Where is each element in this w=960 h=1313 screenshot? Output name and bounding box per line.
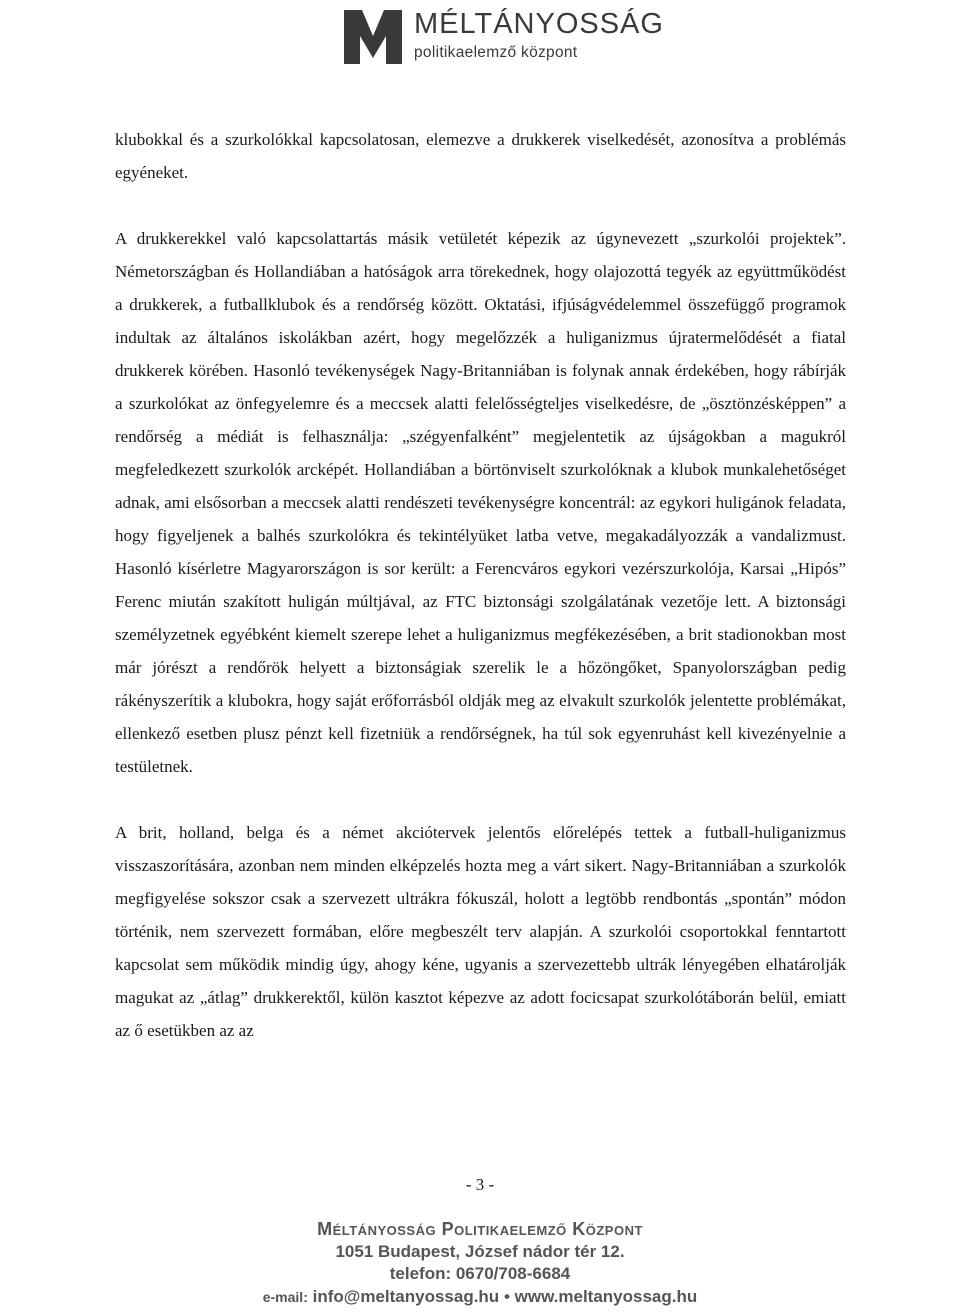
- paragraph-3: A brit, holland, belga és a német akciótervek jelentős előrelépés tettek a futball-huliganizmus visszaszorítására, azonban nem minden elképzelés hozta meg a várt sikert. Nagy-Britanniában a szurkolók megfigyelése sokszor csak a szervezett ultrákra fókuszál, holott a legtöbb rendbontás „spontán” módon történik, nem szervezett formában, előre megbeszélt terv alapján. A szurkolói csoportokkal fenntartott kapcsolat sem működik mindig úgy, ahogy kéne, ugyanis a szervezettebb ultrák lényegében elhatárolják magukat az „átlag” drukkerektől, külön kasztot képezve az adott focicsapat szurkolótáborán belül, emiatt az ő esetükben az az: [115, 823, 846, 1040]
- footer-email-label: e-mail:: [262, 1289, 308, 1305]
- footer-contact: [0, 1285, 960, 1309]
- meltanyossag-logo-icon: [344, 6, 402, 64]
- footer-separator: •: [503, 1287, 510, 1306]
- logo-name: MÉLTÁNYOSSÁG: [414, 7, 664, 40]
- page-number: - 3 -: [465, 1175, 495, 1194]
- header-logo: [344, 4, 664, 66]
- document-body: [115, 123, 846, 1047]
- footer-address: 1051 Budapest, József nádor tér 12.: [335, 1242, 625, 1261]
- footer-website: www.meltanyossag.hu: [514, 1287, 698, 1306]
- footer-phone: telefon: 0670/708-6684: [389, 1264, 571, 1283]
- footer: [0, 1217, 960, 1309]
- logo-subtitle: politikaelemző központ: [414, 43, 578, 61]
- paragraph-1: klubokkal és a szurkolókkal kapcsolatosan, elemezve a drukkerek viselkedését, azonosítva a problémás egyéneket.: [115, 130, 846, 182]
- logo-text: [414, 7, 664, 61]
- footer-email: info@meltanyossag.hu: [312, 1287, 500, 1306]
- footer-organization: Méltányosság Politikaelemző Központ: [317, 1219, 643, 1239]
- paragraph-2: A drukkerekkel való kapcsolattartás másik vetületét képezik az úgynevezett „szurkolói projektek”. Németországban és Hollandiában a hatóságok arra törekednek, hogy olajozottá tegyék az együttműködést a drukkerek, a futballklubok és a rendőrség között. Oktatási, ifjúságvédelemmel összefüggő programok indultak az általános iskolákban azért, hogy megelőzzék a huliganizmus újratermelődését a fiatal drukkerek körében. Hasonló tevékenységek Nagy-Britanniában is folynak annak érdekében, hogy rábírják a szurkolókat az önfegyelemre és a meccsek alatti felelősségteljes viselkedésre, de „ösztönzésképpen” a rendőrség a médiát is felhasználja: „szégyenfalként” megjelentetik az újságokban a magukról megfeledkezett szurkolók arcképét. Hollandiában a börtönviselt szurkolóknak a klubok munkalehetőséget adnak, ami elsősorban a meccsek alatti rendészeti tevékenységre koncentrál: az egykori huligánok feladata, hogy figyeljenek a balhés szurkolókra és tekintélyüket latba vetve, megakadályozzák a vandalizmust. Hasonló kísérletre Magyarországon is sor került: a Ferencváros egykori vezérszurkolója, Karsai „Hipós” Ferenc miután szakított huligán múltjával, az FTC biztonsági szolgálatának vezetője lett. A biztonsági személyzetnek egyébként kiemelt szerepe lehet a huliganizmus megfékezésében, a brit stadionokban most már jórészt a rendőrök helyett a biztonságiak szerelik le a hőzöngőket, Spanyolországban pedig rákényszerítik a klubokra, hogy saját erőforrásból oldják meg az elvakult szurkolók jelentette problémákat, ellenkező esetben plusz pénzt kell fizetniük a rendőrségnek, ha túl sok egyenruhást kell kivezényelnie a testületnek.: [115, 229, 846, 776]
